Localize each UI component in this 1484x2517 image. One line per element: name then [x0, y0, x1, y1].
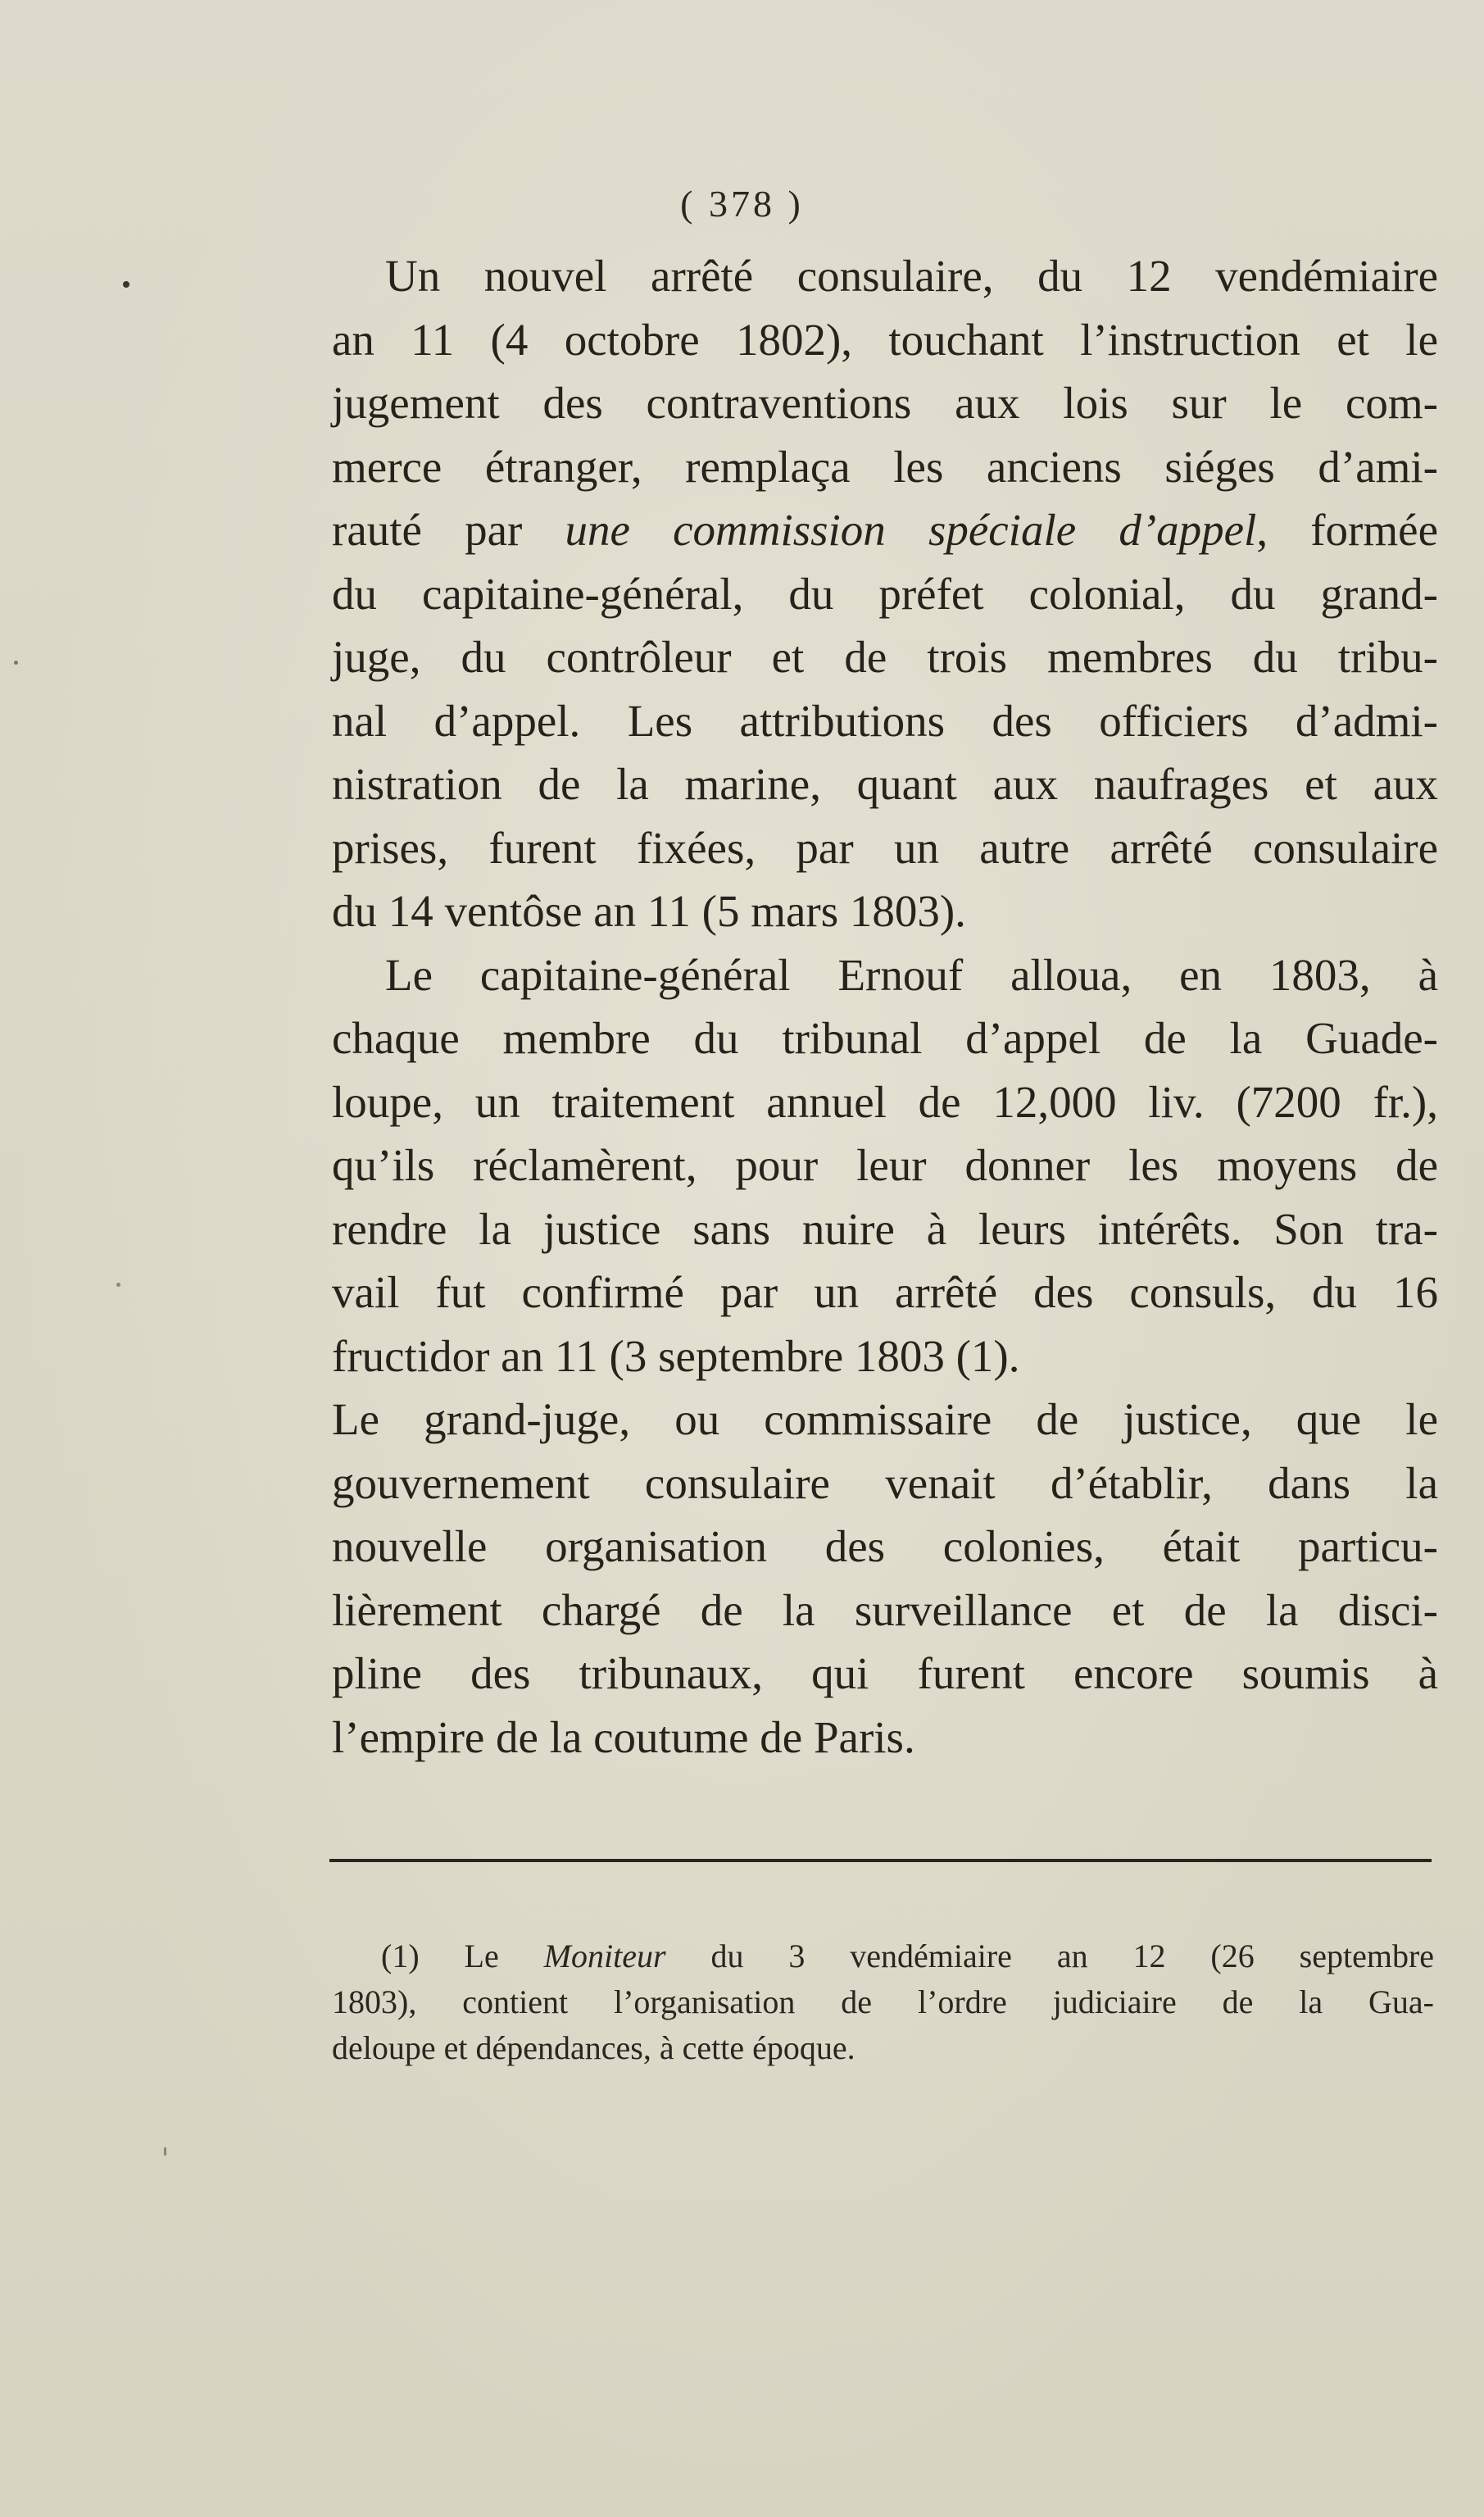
- text-line: qu’ils réclamèrent, pour leur donner les moyens de: [332, 1140, 1438, 1190]
- text-line: fructidor an 11 (3 septembre 1803 (1).: [332, 1330, 1020, 1381]
- text-line: [332, 498, 1438, 562]
- text-line: nal d’appel. Les attributions des officiers d’admi-: [332, 695, 1438, 746]
- text-line: loupe, un traitement annuel de 12,000 liv. (7200 fr.),: [332, 1076, 1438, 1127]
- text-line: lièrement chargé de la surveillance et de la disci-: [332, 1584, 1438, 1635]
- footnote-line: [332, 1933, 1434, 1979]
- text-line: prises, furent fixées, par un autre arrêté consulaire: [332, 822, 1438, 873]
- footnote-divider: [329, 1859, 1432, 1862]
- text-line: rendre la justice sans nuire à leurs intérêts. Son tra-: [332, 1203, 1438, 1254]
- text-line: nouvelle organisation des colonies, était particu-: [332, 1521, 1438, 1571]
- text-line: Le grand-juge, ou commissaire de justice, que le: [332, 1394, 1438, 1444]
- text-segment: , formée: [1256, 505, 1438, 555]
- italic-phrase: Moniteur: [543, 1938, 666, 1974]
- text-line: gouvernement consulaire venait d’établir, dans la: [332, 1457, 1438, 1508]
- text-line: nistration de la marine, quant aux naufrages et aux: [332, 759, 1438, 809]
- text-line: l’empire de la coutume de Paris.: [332, 1711, 915, 1762]
- text-line: jugement des contraventions aux lois sur le com-: [332, 378, 1438, 428]
- text-segment: du 3 vendémiaire an 12 (26 septembre: [665, 1938, 1435, 1974]
- scan-speck: [14, 661, 18, 665]
- body-text: [332, 244, 1438, 1769]
- text-line: du 14 ventôse an 11 (5 mars 1803).: [332, 886, 966, 936]
- italic-phrase: une commission spéciale d’appel: [565, 505, 1257, 555]
- footnote: [332, 1933, 1434, 2071]
- footnote-line: deloupe et dépendances, à cette époque.: [332, 2029, 855, 2066]
- text-line: chaque membre du tribunal d’appel de la Guade-: [332, 1013, 1438, 1063]
- text-line: Le capitaine-général Ernouf alloua, en 1803, à: [385, 949, 1438, 1000]
- text-line: an 11 (4 octobre 1802), touchant l’instruction et le: [332, 314, 1438, 365]
- text-line: juge, du contrôleur et de trois membres du tribu-: [332, 632, 1438, 682]
- text-line: pline des tribunaux, qui furent encore soumis à: [332, 1648, 1438, 1698]
- text-line: Un nouvel arrêté consulaire, du 12 vendémiaire: [385, 251, 1438, 301]
- scan-speck: [164, 2147, 166, 2156]
- scan-speck: [123, 281, 129, 288]
- page-number: ( 378 ): [680, 183, 804, 225]
- text-line: du capitaine-général, du préfet colonial, du grand-: [332, 568, 1438, 619]
- scan-speck: [116, 1283, 120, 1287]
- footnote-line: 1803), contient l’organisation de l’ordre judiciaire de la Gua-: [332, 1983, 1434, 2020]
- text-segment: rauté par: [332, 505, 565, 555]
- text-segment: (1) Le: [381, 1938, 544, 1974]
- text-line: vail fut confirmé par un arrêté des consuls, du 16: [332, 1267, 1438, 1317]
- text-line: merce étranger, remplaça les anciens siéges d’ami-: [332, 441, 1438, 492]
